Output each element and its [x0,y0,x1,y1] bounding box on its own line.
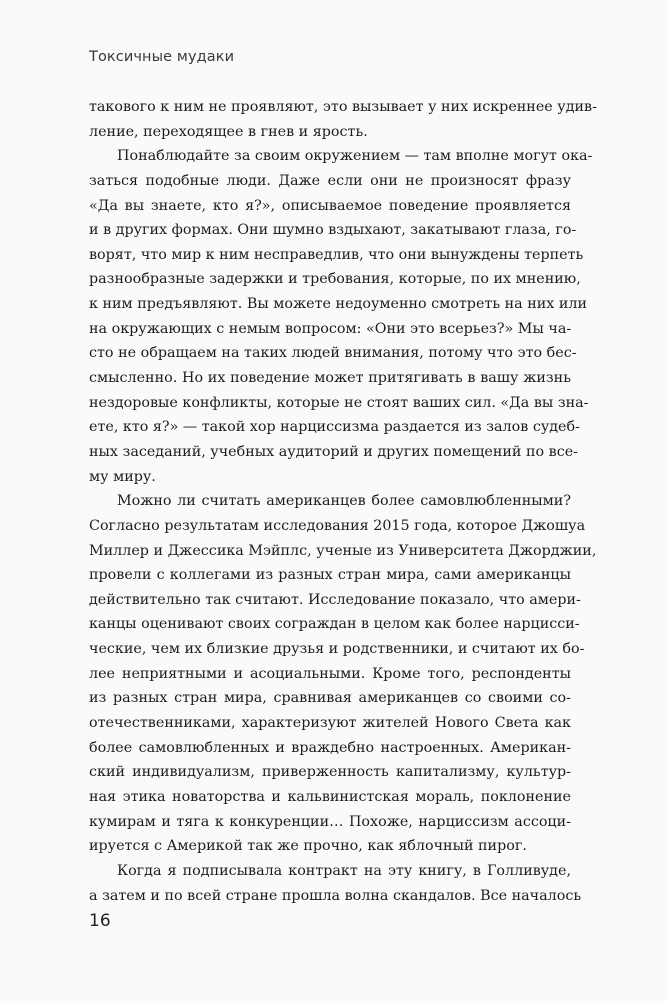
text-line: ский индивидуализм, приверженность капитализму, культур- [89,764,571,781]
text-line: ируется с Америкой так же прочно, как яблочный пирог. [89,838,527,855]
text-line: ворят, что мир к ним несправедлив, что они вынуждены терпеть [89,246,584,263]
text-line: ная этика новаторства и кальвинистская мораль, поклонение [89,788,571,805]
text-line: Понаблюдайте за своим окружением — там вполне могут ока- [117,148,593,165]
text-line: лее неприятными и асоциальными. Кроме того, респонденты [89,665,571,682]
text-line: му миру. [89,468,156,485]
running-header: Токсичные мудаки [89,49,235,65]
text-line: «Да вы знаете, кто я?», описываемое поведение проявляется [89,197,571,214]
text-line: более самовлюбленных и враждебно настроенных. Американ- [89,739,571,756]
text-line: заться подобные люди. Даже если они не произносят фразу [89,172,571,189]
text-line: ных заседаний, учебных аудиторий и других помещений по все- [89,443,578,460]
text-line: кумирам и тяга к конкуренции… Похоже, нарциссизм ассоци- [89,813,571,830]
page-number: 16 [89,911,111,931]
text-line: смысленно. Но их поведение может притягивать в вашу жизнь [89,370,571,387]
text-line: действительно так считают. Исследование показало, что амери- [89,591,581,608]
text-line: Когда я подписывала контракт на эту книгу, в Голливуде, [117,862,571,879]
text-line: а затем и по всей стране прошла волна скандалов. Все началось [89,887,582,904]
text-line: ческие, чем их близкие друзья и родственники, и считают их бо- [89,641,585,658]
text-line: Согласно результатам исследования 2015 года, которое Джошуа [89,517,586,534]
text-line: такового к ним не проявляют, это вызывает у них искреннее удив- [89,99,597,115]
text-line: и в других формах. Они шумно вздыхают, закатывают глаза, го- [89,222,577,239]
text-line: канцы оценивают своих сограждан в целом как более нарцисси- [89,616,580,633]
text-line: Миллер и Джессика Мэйплс, ученые из Университета Джорджии, [89,542,597,559]
text-line: ете, кто я?» — такой хор нарциссизма раздается из залов судеб- [89,419,580,436]
text-line: сто не обращаем на таких людей внимания, потому что это бес- [89,345,577,362]
text-line: Можно ли считать американцев более самовлюбленными? [117,493,571,510]
text-line: из разных стран мира, сравнивая американцев со своими со- [89,690,571,707]
text-line: на окружающих с немым вопросом: «Они это всерьез?» Мы ча- [89,320,572,337]
text-line: ление, переходящее в гнев и ярость. [89,123,368,140]
text-line: нездоровые конфликты, которые не стоят ваших сил. «Да вы зна- [89,394,589,411]
text-line: провели с коллегами из разных стран мира, сами американцы [89,567,571,584]
text-line: к ним предъявляют. Вы можете недоуменно смотреть на них или [89,296,588,313]
body-text [89,95,597,908]
text-line: отечественниками, характеризуют жителей Нового Света как [89,715,571,732]
text-line: разнообразные задержки и требования, которые, по их мнению, [89,271,581,288]
